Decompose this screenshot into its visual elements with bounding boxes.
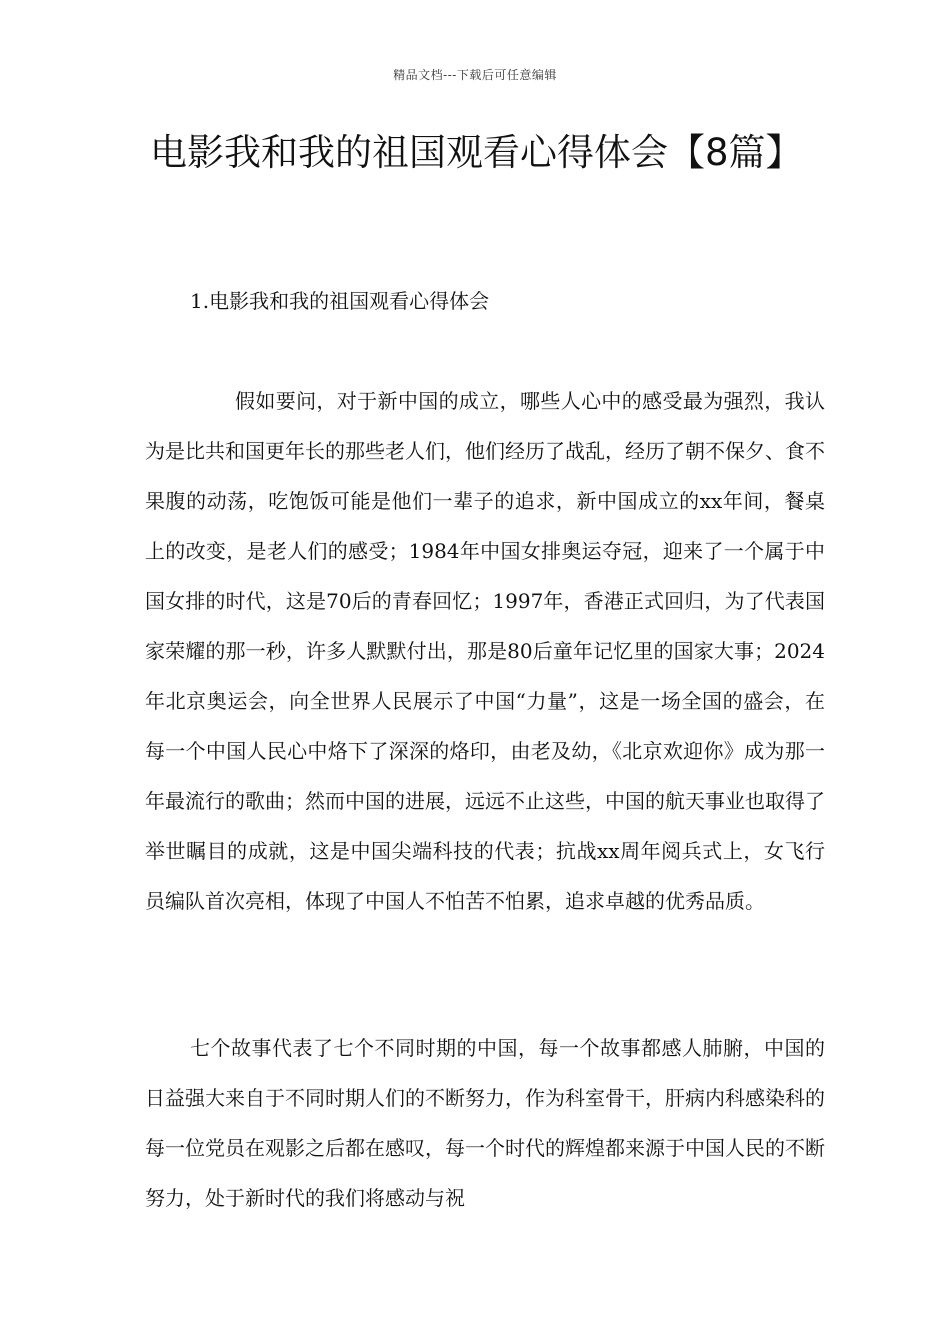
body-paragraph-1: 假如要问，对于新中国的成立，哪些人心中的感受最为强烈，我认为是比共和国更年长的那些老人们，他们经历了战乱，经历了朝不保夕、食不果腹的动荡，吃饱饭可能是他们一辈子的追求，新中国成立的xx年间，餐桌上的改变，是老人们的感受；1984年中国女排奥运夺冠，迎来了一个属于中国女排的时代，这是70后的青春回忆；1997年，香港正式回归，为了代表国家荣耀的那一秒，许多人默默付出，那是80后童年记忆里的国家大事；2024年北京奥运会，向全世界人民展示了中国“力量”，这是一场全国的盛会，在每一个中国人民心中烙下了深深的烙印，由老及幼，《北京欢迎你》成为那一年最流行的歌曲；然而中国的进展，远远不止这些，中国的航天事业也取得了举世瞩目的成就，这是中国尖端科技的代表；抗战xx周年阅兵式上，女飞行员编队首次亮相，体现了中国人不怕苦不怕累，追求卓越的优秀品质。 — [145, 389, 825, 913]
section-heading: 1.电影我和我的祖国观看心得体会 — [190, 289, 490, 313]
document-title: 电影我和我的祖国观看心得体会【8篇】 — [150, 131, 803, 174]
page-header: 精品文档---下载后可任意编辑 — [393, 68, 557, 82]
body-paragraph-2: 七个故事代表了七个不同时期的中国，每一个故事都感人肺腑，中国的日益强大来自于不同时期人们的不断努力，作为科室骨干，肝病内科感染科的每一位党员在观影之后都在感叹，每一个时代的辉煌都来源于中国人民的不断努力，处于新时代的我们将感动与祝 — [145, 1036, 825, 1210]
